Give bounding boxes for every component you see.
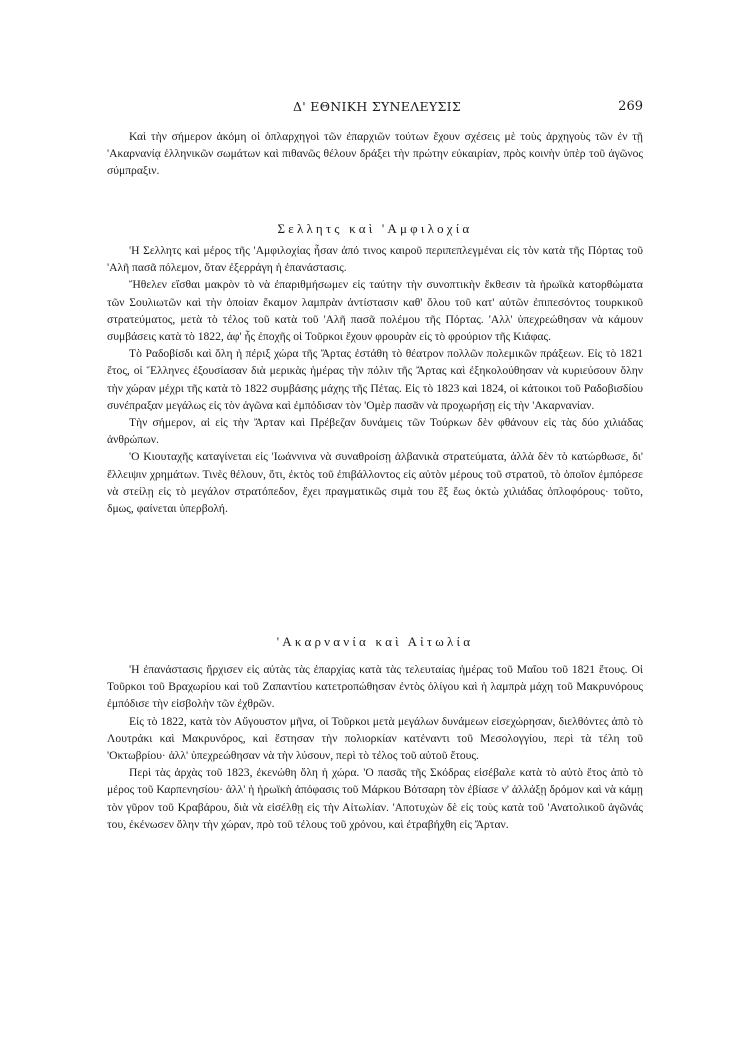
- paragraph: Περὶ τὰς ἀρχὰς τοῦ 1823, ἐκενώθη ὅλη ἡ χώρα. 'Ο πασᾶς τῆς Σκόδρας εἰσέβαλε κατὰ τὸ αὐτὸ ἔτος ἀπὸ τὸ μέρος τοῦ Καρπενησίου· ἀλλ' ἡ ἡρωϊκὴ ἀπόφασις τοῦ Μάρκου Βότσαρη τὸν ἐβίασε ν' ἀλλάξῃ δρόμον καὶ νὰ κάμῃ τὸν γῦρον τοῦ Κραβάρου, διὰ νὰ εἰσέλθῃ εἰς τὴν Αἰτωλίαν. 'Αποτυχὼν δὲ εἰς τοὺς κατὰ τοῦ 'Ανατολικοῦ ἀγῶνάς του, ἐκένωσεν ὅλην τὴν χώραν, πρὸ τοῦ τέλους τοῦ χρόνου, καὶ ἐτραβήχθη εἰς Ἄρταν.: [107, 766, 643, 831]
- section-text-sellits-amfilochia: [107, 242, 643, 517]
- running-title: Δ' ΕΘΝΙΚΗ ΣΥΝΕΛΕΥΣΙΣ: [292, 99, 462, 114]
- paragraph: Καὶ τὴν σήμερον ἀκόμη οἱ ὁπλαρχηγοὶ τῶν ἐπαρχιῶν τούτων ἔχουν σχέσεις μὲ τοὺς ἀρχηγοὺς τῶν ἐν τῇ 'Ακαρνανίᾳ ἑλληνικῶν σωμάτων καὶ πιθανῶς θέλουν δράξει τὴν πρώτην εὐκαιρίαν, πρὸς κοινὴν ὑπὲρ τοῦ ἀγῶνος σύμπραξιν.: [107, 130, 643, 178]
- paragraph: 'Η Σελλητς καὶ μέρος τῆς 'Αμφιλοχίας ἦσαν ἀπό τινος καιροῦ περιπεπλεγμέναι εἰς τὸν κατὰ τῆς Πόρτας τοῦ 'Αλῆ πασᾶ πόλεμον, ὅταν ἐξερράγη ἡ ἐπανάστασις.: [107, 244, 643, 275]
- paragraph: Ἤθελεν εἴσθαι μακρὸν τὸ νὰ ἐπαριθμήσωμεν εἰς ταύτην τὴν συνοπτικὴν ἔκθεσιν τὰ ἡρωϊκὰ κατορθώματα τῶν Σουλιωτῶν καὶ τὴν ὁποίαν ἔκαμον λαμπρὰν ἀντίστασιν καθ' ὅλου τοῦ κατ' αὐτῶν ἐπιπεσόντος τουρκικοῦ στρατεύματος, μετὰ τὸ τέλος τοῦ κατὰ τοῦ 'Αλῆ πασᾶ πολέμου τῆς Πόρτας. 'Αλλ' ὑπεχρεώθησαν νὰ κάμουν συμβάσεις κατὰ τὸ 1822, ἀφ' ἧς ἐποχῆς οἱ Τοῦρκοι ἔχουν φρουρὰν εἰς τὸ φρούριον τῆς Κιάφας.: [107, 278, 643, 344]
- paragraph: Εἰς τὸ 1822, κατὰ τὸν Αὔγουστον μῆνα, οἱ Τοῦρκοι μετὰ μεγάλων δυνάμεων εἰσεχώρησαν, διελθόντες ἀπὸ τὸ Λουτράκι καὶ Μακρυνόρος, καὶ ἔστησαν τὴν πολιορκίαν κατέναντι τοῦ Μεσολογγίου, περὶ τὰ τέλη τοῦ 'Οκτωβρίου· ἀλλ' ὑπεχρεώθησαν νὰ τὴν λύσουν, περὶ τὸ τέλος τοῦ αὐτοῦ ἔτους.: [107, 714, 643, 763]
- page-number: 269: [618, 99, 643, 114]
- paragraph: 'Η ἐπανάστασις ἤρχισεν εἰς αὐτὰς τὰς ἐπαρχίας κατὰ τὰς τελευταίας ἡμέρας τοῦ Μαΐου τοῦ 1821 ἔτους. Οἱ Τοῦρκοι τοῦ Βραχωρίου καὶ τοῦ Ζαπαντίου κατετροπώθησαν ἐντὸς ὀλίγου καὶ ἡ λαμπρὰ μάχη τοῦ Μακρυνόρους ἐμπόδισε τὴν εἰσβολὴν τῶν ἐχθρῶν.: [107, 663, 643, 711]
- paragraph: Τὴν σήμερον, αἱ εἰς τὴν Ἄρταν καὶ Πρέβεζαν δυνάμεις τῶν Τούρκων δὲν φθάνουν εἰς τὰς δύο χιλιάδας ἀνθρώπων.: [107, 416, 643, 447]
- intro-text-block: [107, 128, 643, 180]
- section-text-akarnania-aitolia: [107, 661, 643, 833]
- paragraph: 'Ο Κιουταχῆς καταγίνεται εἰς 'Ιωάννινα νὰ συναθροίσῃ ἀλβανικὰ στρατεύματα, ἀλλὰ δὲν τὸ κατώρθωσε, δι' ἔλλειψιν χρημάτων. Τινὲς θέλουν, ὅτι, ἐκτὸς τοῦ ἐπιβάλλοντος εἰς αὐτὸν μέρους τοῦ στρατοῦ, τὸ ὁποῖον ἐμπόρεσε νὰ στείλῃ εἰς τὸ μεγάλον στρατόπεδον, ἔχει πραγματικῶς σιμὰ του ἓξ ἕως ὀκτὼ χιλιάδας ὁπλοφόρους· τοῦτο, δμως, φαίνεται ὑπερβολή.: [107, 450, 643, 516]
- section-heading-sellits-amfilochia: Σελλητς καὶ 'Αμφιλοχία: [277, 221, 473, 236]
- section-heading-akarnania-aitolia: 'Ακαρνανία καὶ Αἰτωλία: [276, 634, 474, 649]
- page-header: [107, 99, 643, 117]
- paragraph: Τὸ Ραδοβίσδι καὶ ὅλη ἡ πέριξ χώρα τῆς Ἄρτας ἐστάθη τὸ θέατρον πολλῶν πολεμικῶν πράξεων. Εἰς τὸ 1821 ἔτος, οἱ Ἕλληνες ἐξουσίασαν διὰ μερικὰς ἡμέρας τὴν πόλιν τῆς Ἄρτας καὶ ἐξηκολούθησαν νὰ κυριεύσουν ὅλην τὴν χώραν μέχρι τῆς κατὰ τὸ 1822 συμβάσης μάχης τῆς Πέτας. Εἰς τὸ 1823 καὶ 1824, οἱ κάτοικοι τοῦ Ραδοβισδίου συνέπραξαν μεγάλως εἰς τὸν ἀγῶνα καὶ ἐμπόδισαν τὸν 'Ομὲρ πασᾶν νὰ προχωρήσῃ εἰς τὴν 'Ακαρνανίαν.: [107, 347, 643, 412]
